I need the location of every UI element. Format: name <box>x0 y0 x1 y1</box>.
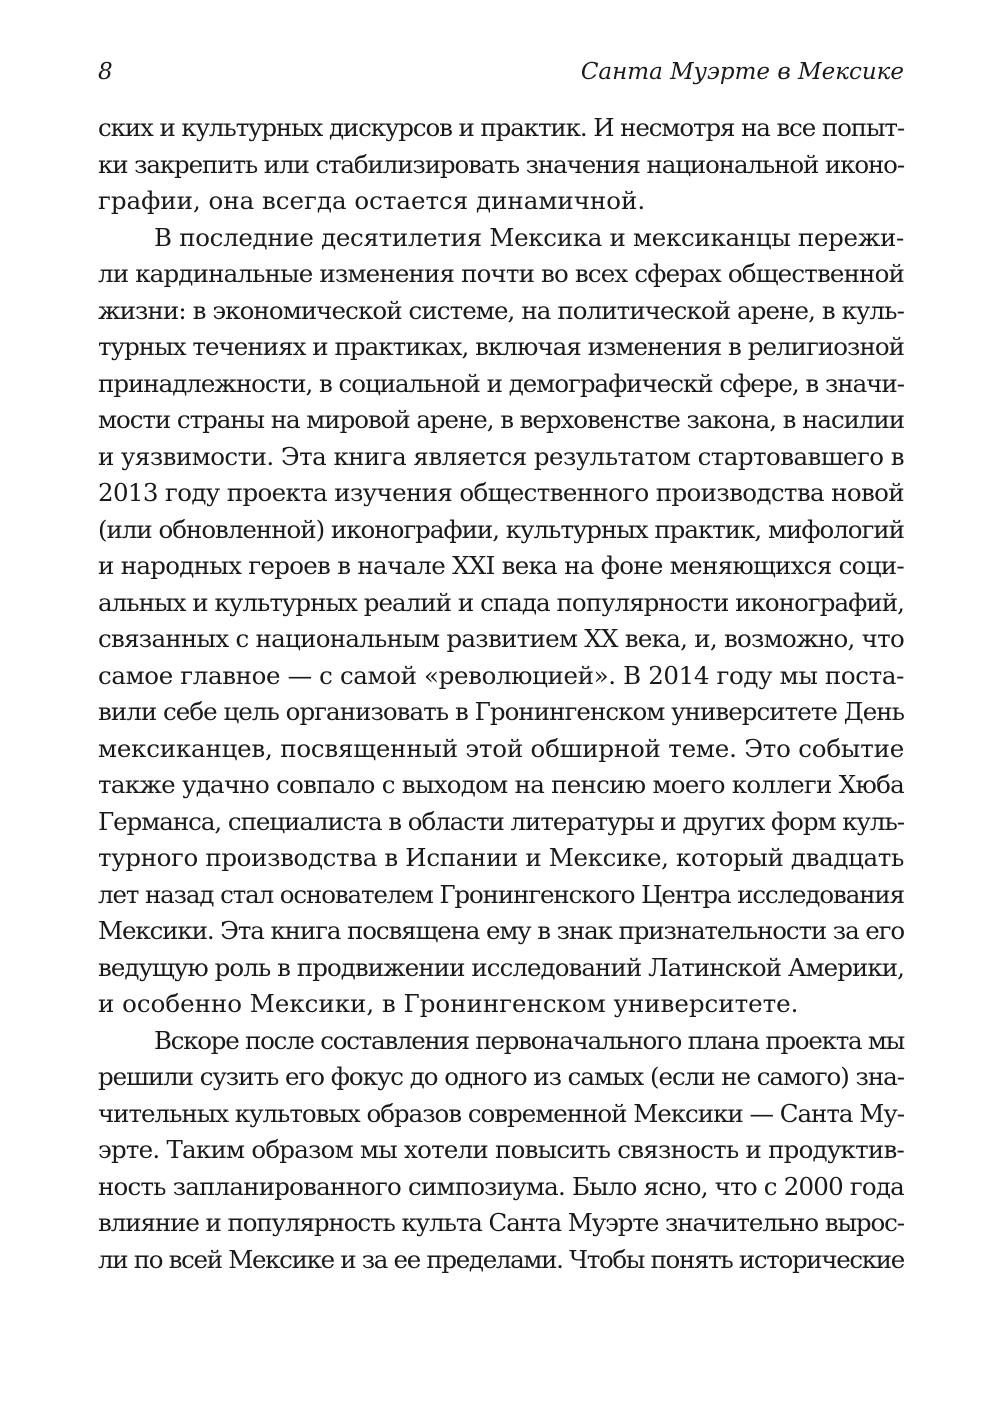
text-line: ведущую роль в продвижении исследований Латинской Америки, <box>98 952 905 982</box>
text-line: решили сузить его фокус до одного из самых (если не самого) зна- <box>98 1062 904 1091</box>
text-line: турного производства в Испании и Мексике, который двадцать <box>98 843 904 872</box>
text-line: вили себе цель организовать в Гронингенском университете День <box>98 697 904 726</box>
text-line: чительных культовых образов современной Мексики — Санта Му- <box>98 1098 904 1128</box>
text-line: графии, она всегда остается динамичной. <box>98 186 646 215</box>
book-page <box>98 56 904 1278</box>
text-line: турных течениях и практиках, включая изменения в религиозной <box>98 332 904 361</box>
text-line: 2013 году проекта изучения общественного производства новой <box>98 478 904 507</box>
text-line: альных и культурных реалий и спада популярности иконографий, <box>98 587 904 617</box>
text-line: лет назад стал основателем Гронингенского Центра исследования <box>98 879 904 909</box>
text-line: ских и культурных дискурсов и практик. И несмотря на все попыт- <box>98 113 904 142</box>
text-line: связанных с национальным развитием XX века, и, возможно, что <box>98 624 904 653</box>
text-line: и народных героев в начале XXI века на фоне меняющихся соци- <box>98 551 904 580</box>
page-number: 8 <box>98 59 113 85</box>
text-line: также удачно совпало с выходом на пенсию моего коллеги Хюба <box>98 770 904 799</box>
paragraph <box>98 220 904 1023</box>
text-line: мексиканцев, посвященный этой обширной теме. Это событие <box>98 733 904 763</box>
text-line: ки закрепить или стабилизировать значения национальной иконо- <box>98 149 904 179</box>
paragraph <box>98 110 904 220</box>
text-line: ность запланированного симпозиума. Было ясно, что с 2000 года <box>98 1171 904 1201</box>
text-line: ли по всей Мексике и за ее пределами. Чтобы понять исторические <box>98 1244 904 1274</box>
running-title: Санта Муэрте в Мексике <box>580 59 904 85</box>
text-line: Мексики. Эта книга посвящена ему в знак признательности за его <box>98 916 904 945</box>
text-line: В последние десятилетия Мексика и мексиканцы пережи- <box>154 222 904 252</box>
text-line: мости страны на мировой арене, в верховенстве закона, в насилии <box>98 405 904 434</box>
text-line: жизни: в экономической системе, на политической арене, в куль- <box>98 295 904 325</box>
text-line: ли кардинальные изменения почти во всех сферах общественной <box>98 259 904 288</box>
text-line: Германса, специалиста в области литературы и других форм куль- <box>98 806 904 836</box>
paragraph <box>98 1023 904 1279</box>
text-line: влияние и популярность культа Санта Муэрте значительно вырос- <box>98 1208 904 1237</box>
text-line: и особенно Мексики, в Гронингенском университете. <box>98 989 799 1018</box>
text-line: (или обновленной) иконографии, культурных практик, мифологий <box>98 514 904 544</box>
text-line: Вскоре после составления первоначального плана проекта мы <box>154 1025 904 1055</box>
text-line: принадлежности, в социальной и демографическй сфере, в значи- <box>98 368 904 398</box>
running-header <box>98 56 904 96</box>
text-line: и уязвимости. Эта книга является результатом стартовавшего в <box>98 441 904 471</box>
text-line: эрте. Таким образом мы хотели повысить связность и продуктив- <box>98 1135 904 1164</box>
text-line: самое главное — с самой «революцией». В 2014 году мы поста- <box>98 660 904 690</box>
body-text <box>98 110 904 1278</box>
